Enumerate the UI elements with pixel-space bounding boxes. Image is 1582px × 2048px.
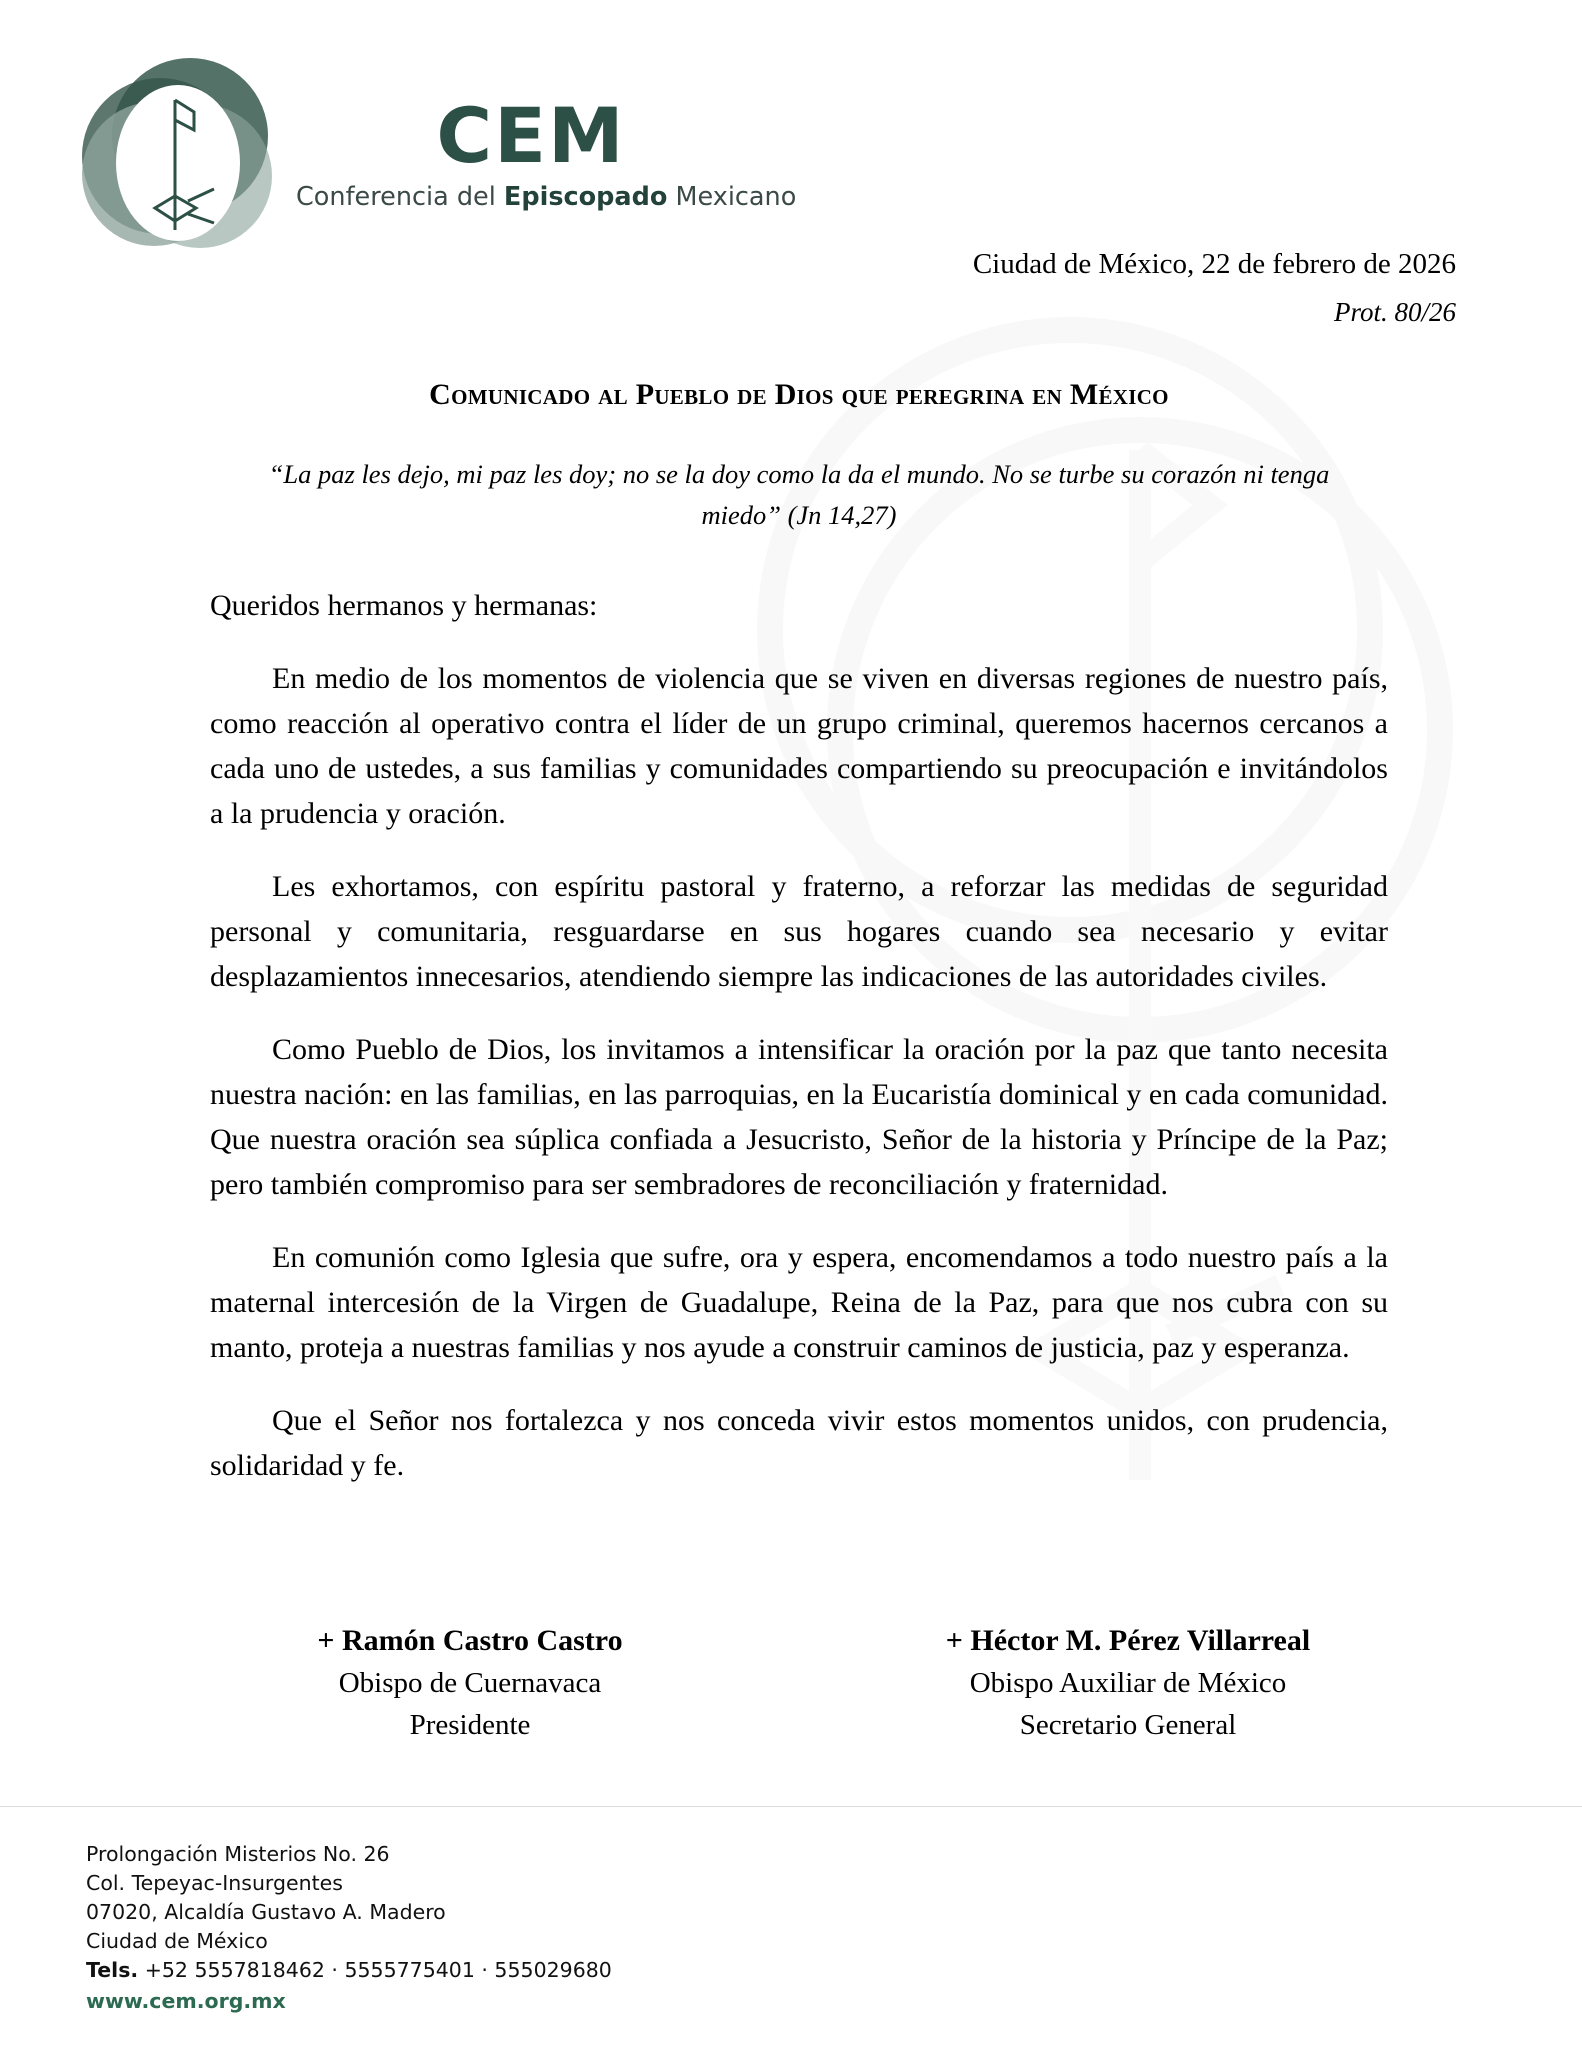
signature-block <box>210 1620 1388 1746</box>
tagline-prefix: Conferencia del <box>296 182 504 212</box>
cem-logo-icon <box>72 48 282 258</box>
body-paragraph: Que el Señor nos fortalezca y nos conceda vivir estos momentos unidos, con prudencia, solidaridad y fe. <box>210 1404 1388 1482</box>
signatory-role: Presidente <box>409 1709 531 1741</box>
place-and-date: Ciudad de México, 22 de febrero de 2026 <box>972 248 1456 280</box>
footer-divider <box>0 1806 1582 1807</box>
body-paragraph: Les exhortamos, con espíritu pastoral y fraterno, a reforzar las medidas de seguridad personal y comunitaria, resguardarse en sus hogares cuando sea necesario y evitar desplazamientos innecesarios, atendiendo siempre las indicaciones de las autoridades civiles. <box>210 870 1388 993</box>
salutation: Queridos hermanos y hermanas: <box>210 589 598 622</box>
dateline-block <box>973 244 1456 332</box>
signatory <box>868 1620 1388 1746</box>
footer-telephone-numbers: +52 5557818462 · 5555775401 · 555029680 <box>138 1958 612 1982</box>
tagline-suffix: Mexicano <box>667 182 797 212</box>
footer-city: Ciudad de México <box>86 1929 268 1953</box>
page-title: Comunicado al Pueblo de Dios que peregrina en México <box>429 378 1169 411</box>
footer-street: Prolongación Misterios No. 26 <box>86 1842 390 1866</box>
signatory-role: Secretario General <box>1019 1709 1237 1741</box>
signatory-name: + Héctor M. Pérez Villarreal <box>945 1624 1311 1657</box>
body-paragraph: En medio de los momentos de violencia que se viven en diversas regiones de nuestro país, como reacción al operativo contra el líder de un grupo criminal, queremos hacernos cercanos a cada uno de ustedes, a sus familias y comunidades compartiendo su preocupación e invitándolos a la prudencia y oración. <box>210 662 1388 830</box>
footer-postal: 07020, Alcaldía Gustavo A. Madero <box>86 1900 446 1924</box>
signatory-office: Obispo Auxiliar de México <box>969 1667 1287 1699</box>
footer-colony: Col. Tepeyac-Insurgentes <box>86 1871 343 1895</box>
footer-contact-block <box>86 1840 612 2016</box>
tagline-bold: Episcopado <box>503 182 668 212</box>
signatory-office: Obispo de Cuernavaca <box>338 1667 602 1699</box>
body-paragraph: En comunión como Iglesia que sufre, ora y espera, encomendamos a todo nuestro país a la maternal intercesión de la Virgen de Guadalupe, Reina de la Paz, para que nos cubra con su manto, proteja a nuestras familias y nos ayude a construir caminos de justicia, paz y esperanza. <box>210 1241 1388 1364</box>
footer-telephone-label: Tels. <box>86 1958 139 1982</box>
body-paragraph: Como Pueblo de Dios, los invitamos a intensificar la oración por la paz que tanto necesita nuestra nación: en las familias, en las parroquias, en la Eucaristía dominical y en cada comunidad. Que nuestra oración sea súplica confiada a Jesucristo, Señor de la historia y Príncipe de la Paz; pero también compromiso para ser sembradores de reconciliación y fraternidad. <box>210 1033 1388 1201</box>
footer-telephones <box>86 1956 612 1985</box>
cem-wordmark <box>296 91 797 212</box>
signatory <box>210 1620 730 1746</box>
footer-website-link[interactable]: www.cem.org.mx <box>86 1989 286 2013</box>
protocol-number: Prot. 80/26 <box>1333 297 1456 327</box>
wordmark-acronym: CEM <box>436 91 626 180</box>
scripture-epigraph: “La paz les dejo, mi paz les doy; no se la doy como la da el mundo. No se turbe su corazón ni tenga miedo” (Jn 14,27) <box>268 459 1330 530</box>
wordmark-tagline <box>296 182 797 212</box>
signatory-name: + Ramón Castro Castro <box>317 1624 623 1657</box>
document-body <box>210 376 1388 1488</box>
